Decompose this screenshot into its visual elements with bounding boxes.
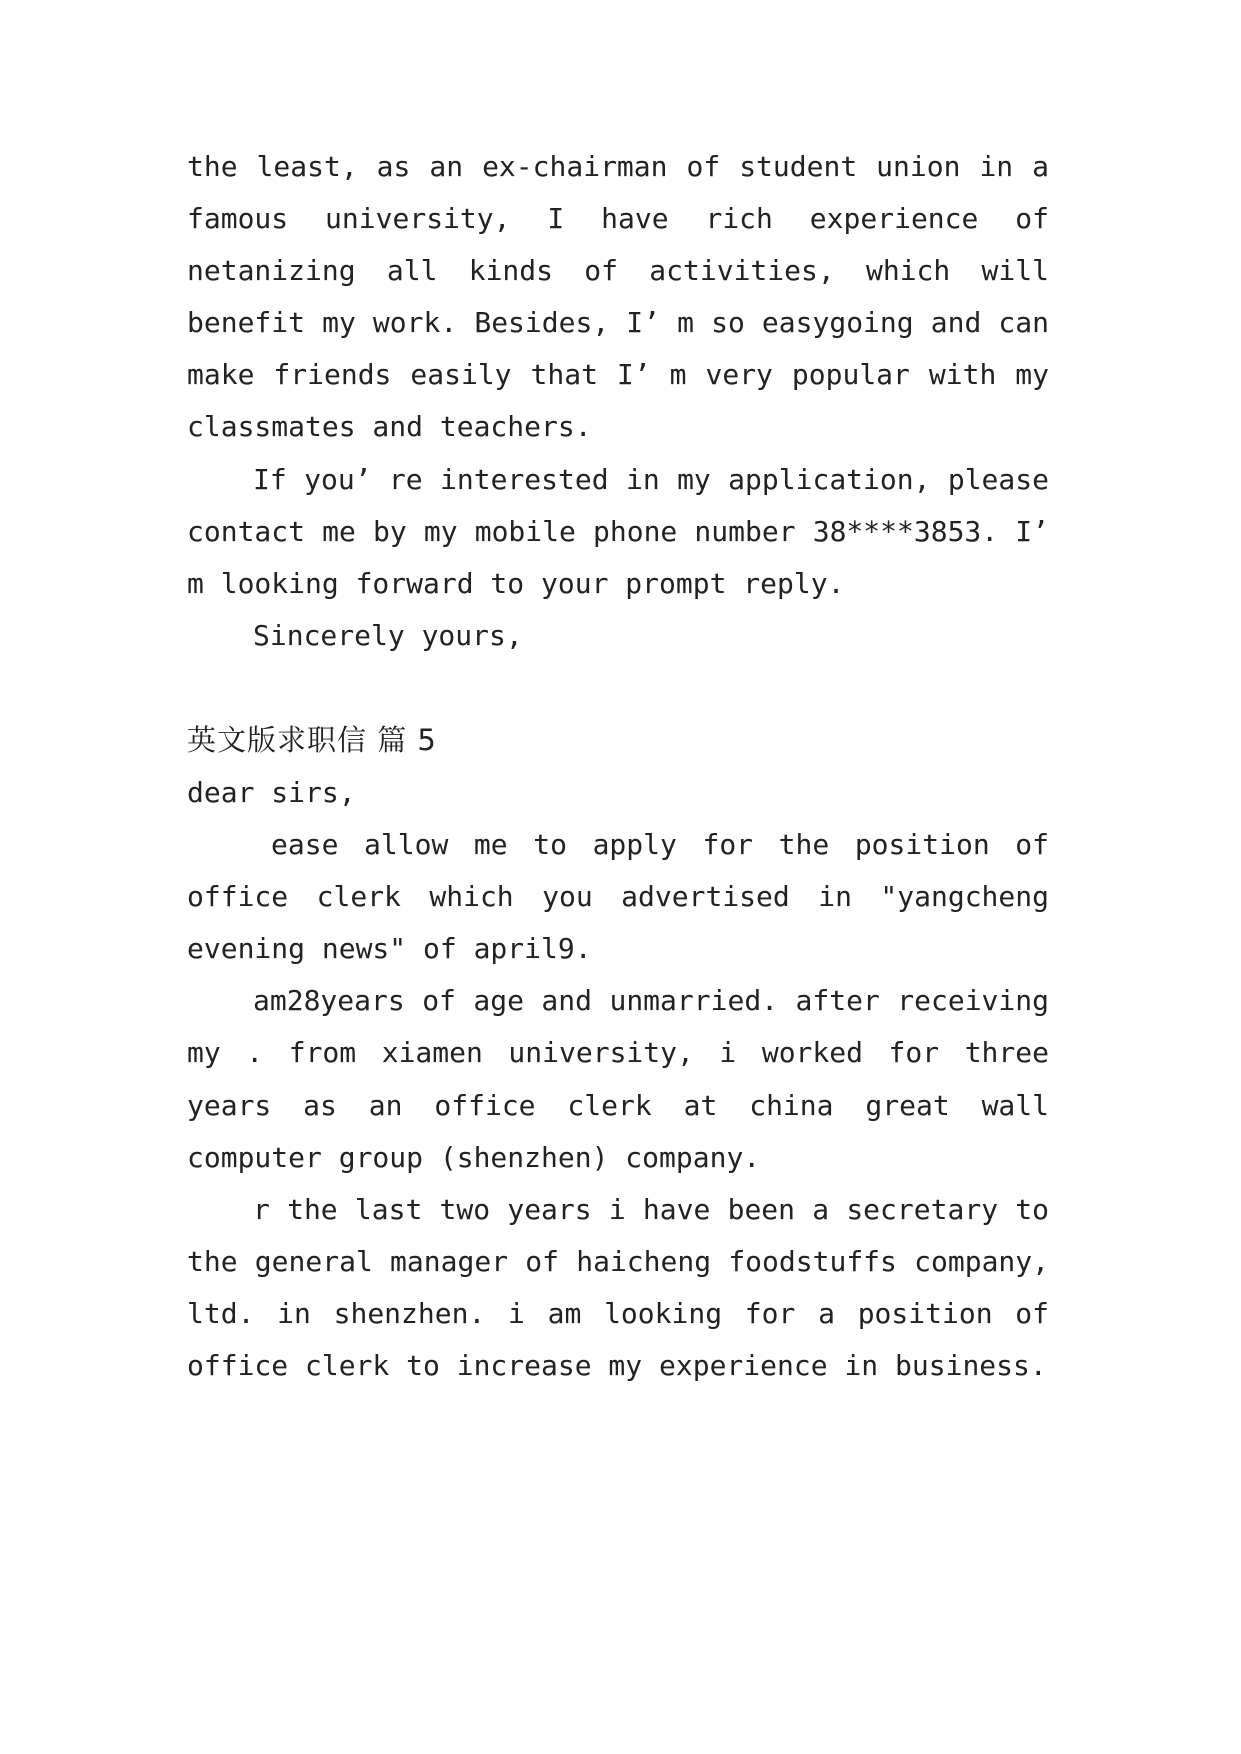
paragraph-line: office clerk to increase my experience in business. xyxy=(187,1349,1047,1382)
paragraph-line: am28years of age and unmarried. after receiving xyxy=(253,984,1049,1017)
paragraph-line: If you’ re interested in my application, please xyxy=(253,463,1049,496)
paragraph-line: benefit my work. Besides, I’ m so easygoing and can xyxy=(187,306,1049,339)
section-heading: 英文版求职信 篇 5 xyxy=(187,723,437,757)
paragraph-line: office clerk which you advertised in "yangcheng xyxy=(187,880,1049,913)
paragraph-line: m looking forward to your prompt reply. xyxy=(187,567,845,600)
paragraph-line: the least, as an ex-chairman of student union in a xyxy=(187,150,1049,183)
paragraph-line: r the last two years i have been a secretary to xyxy=(253,1193,1049,1226)
salutation: dear sirs, xyxy=(187,776,356,809)
paragraph-line: ltd. in shenzhen. i am looking for a position of xyxy=(187,1297,1049,1330)
paragraph-line: my . from xiamen university, i worked for three xyxy=(187,1036,1049,1069)
paragraph-line: evening news" of april9. xyxy=(187,932,592,965)
paragraph-line: make friends easily that I’ m very popular with my xyxy=(187,358,1049,391)
paragraph-line: classmates and teachers. xyxy=(187,410,592,443)
paragraph-line: years as an office clerk at china great wall xyxy=(187,1089,1049,1122)
paragraph-line: netanizing all kinds of activities, which will xyxy=(187,254,1049,287)
paragraph-line: famous university, I have rich experience of xyxy=(187,202,1049,235)
paragraph-line: contact me by my mobile phone number 38****3853. I’ xyxy=(187,515,1049,548)
paragraph-line: the general manager of haicheng foodstuffs company, xyxy=(187,1245,1049,1278)
paragraph-line: ease allow me to apply for the position of xyxy=(271,828,1049,861)
paragraph-line: computer group (shenzhen) company. xyxy=(187,1141,761,1174)
closing-line: Sincerely yours, xyxy=(253,619,523,652)
